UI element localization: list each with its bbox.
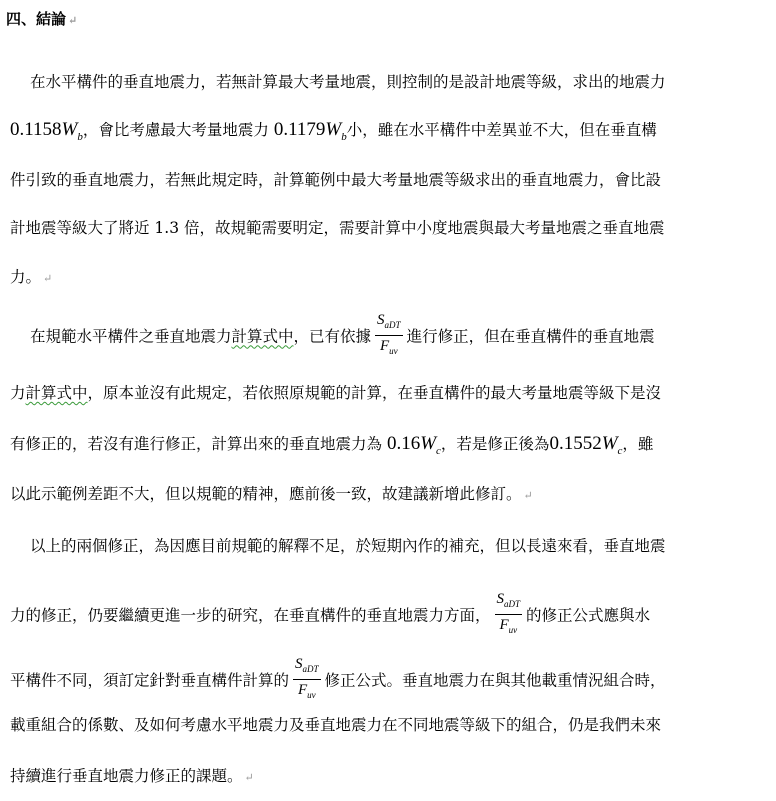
heading-text: 四、結論 [6, 10, 67, 28]
p2-line-4-text: 以此示範例差距不大，但以規範的精神，應前後一致，故建議新增此修訂。 [10, 485, 522, 503]
p2-line-3-text-a: 有修正的，若沒有進行修正，計算出來的垂直地震力為 [10, 435, 383, 453]
p1-line-5-text: 力。 [10, 268, 42, 286]
p1-line-1-text: 在水平構件的垂直地震力，若無計算最大考量地震，則控制的是設計地震等級，求出的地震力 [30, 73, 666, 91]
p2-line-2 [10, 383, 661, 403]
p2-line-3-text-e: ，雖 [622, 435, 654, 453]
return-mark: ↵ [523, 489, 533, 502]
p3-line-3 [10, 658, 666, 705]
p3-line-5 [10, 766, 254, 788]
p1-line-4-text: 計地震等級大了將近 1.3 倍，故規範需要明定，需要計算中小度地震與最大考量地震之垂直地震 [10, 219, 665, 237]
p2-line-2-text-c: ，原本並沒有此規定，若依照原規範的計算，在垂直構件的最大考量地震等級下是沒 [87, 384, 662, 402]
p1-line-4 [10, 218, 665, 238]
p3-line-2-text-a: 力的修正，仍要繼續更進一步的研究，在垂直構件的垂直地震力方面， [10, 606, 491, 625]
p1-line-2-text-d: 小，雖在水平構件中差異並不大，但在垂直構 [346, 121, 657, 139]
value-01158: $0.1158W_b$ [10, 119, 83, 143]
p1-line-2-text-b: ，會比考慮最大考量地震力 [82, 121, 269, 139]
p1-line-1 [30, 72, 666, 92]
p1-line-2 [10, 120, 657, 147]
return-mark: ↵ [244, 771, 254, 784]
p3-line-4-text: 載重組合的係數、及如何考慮水平地震力及垂直地震力在不同地震等級下的組合，仍是我們未來 [10, 716, 662, 734]
p2-line-1-text-a: 在規範水平構件之垂直地震力 [30, 327, 232, 346]
p1-line-5 [10, 267, 52, 289]
section-heading [6, 8, 77, 29]
return-mark: ↵ [68, 14, 78, 27]
p3-line-1 [30, 536, 666, 556]
p3-line-2 [10, 593, 650, 640]
p2-line-2-text-a: 力 [10, 384, 26, 402]
p2-line-1-text-b: 計算式中 [231, 327, 294, 346]
p2-line-3-text-c: ，若是修正後為 [440, 435, 550, 453]
p3-line-3-text-b: 修正公式。垂直地震力在與其他載重情況組合時， [324, 671, 666, 690]
p3-line-5-text: 持續進行垂直地震力修正的課題。 [10, 767, 243, 785]
p3-line-4 [10, 715, 661, 735]
p2-line-4 [10, 484, 533, 506]
return-mark: ↵ [43, 272, 53, 285]
p1-line-3 [10, 170, 661, 190]
p3-line-1-text: 以上的兩個修正，為因應目前規範的解釋不足，於短期內作的補充，但以長遠來看，垂直地震 [30, 537, 666, 555]
fraction-sadt-fuv: $\frac{S_{aDT}}{F_{uv}}$ [295, 656, 319, 700]
p3-line-2-text-b: 的修正公式應與水 [526, 606, 651, 625]
p3-line-3-text-a: 平構件不同，須訂定針對垂直構件計算的 [10, 671, 290, 690]
p2-line-3 [10, 434, 653, 461]
p2-line-1-text-d: 進行修正，但在垂直構件的垂直地震 [406, 327, 655, 346]
fraction-sadt-fuv: $\frac{S_{aDT}}{F_{uv}}$ [377, 312, 401, 356]
p2-line-1-text-c: ，已有依據 [293, 327, 372, 346]
p1-line-3-text: 件引致的垂直地震力，若無此規定時，計算範例中最大考量地震等級求出的垂直地震力，會比設 [10, 171, 662, 189]
p2-line-2-text-b: 計算式中 [25, 384, 88, 402]
fraction-sadt-fuv: $\frac{S_{aDT}}{F_{uv}}$ [496, 591, 521, 635]
value-01552: $0.1552W_c$ [549, 433, 623, 457]
value-01179: $0.1179W_b$ [273, 119, 347, 143]
p2-line-1 [30, 314, 655, 361]
value-016: $0.16W_c$ [386, 433, 441, 457]
